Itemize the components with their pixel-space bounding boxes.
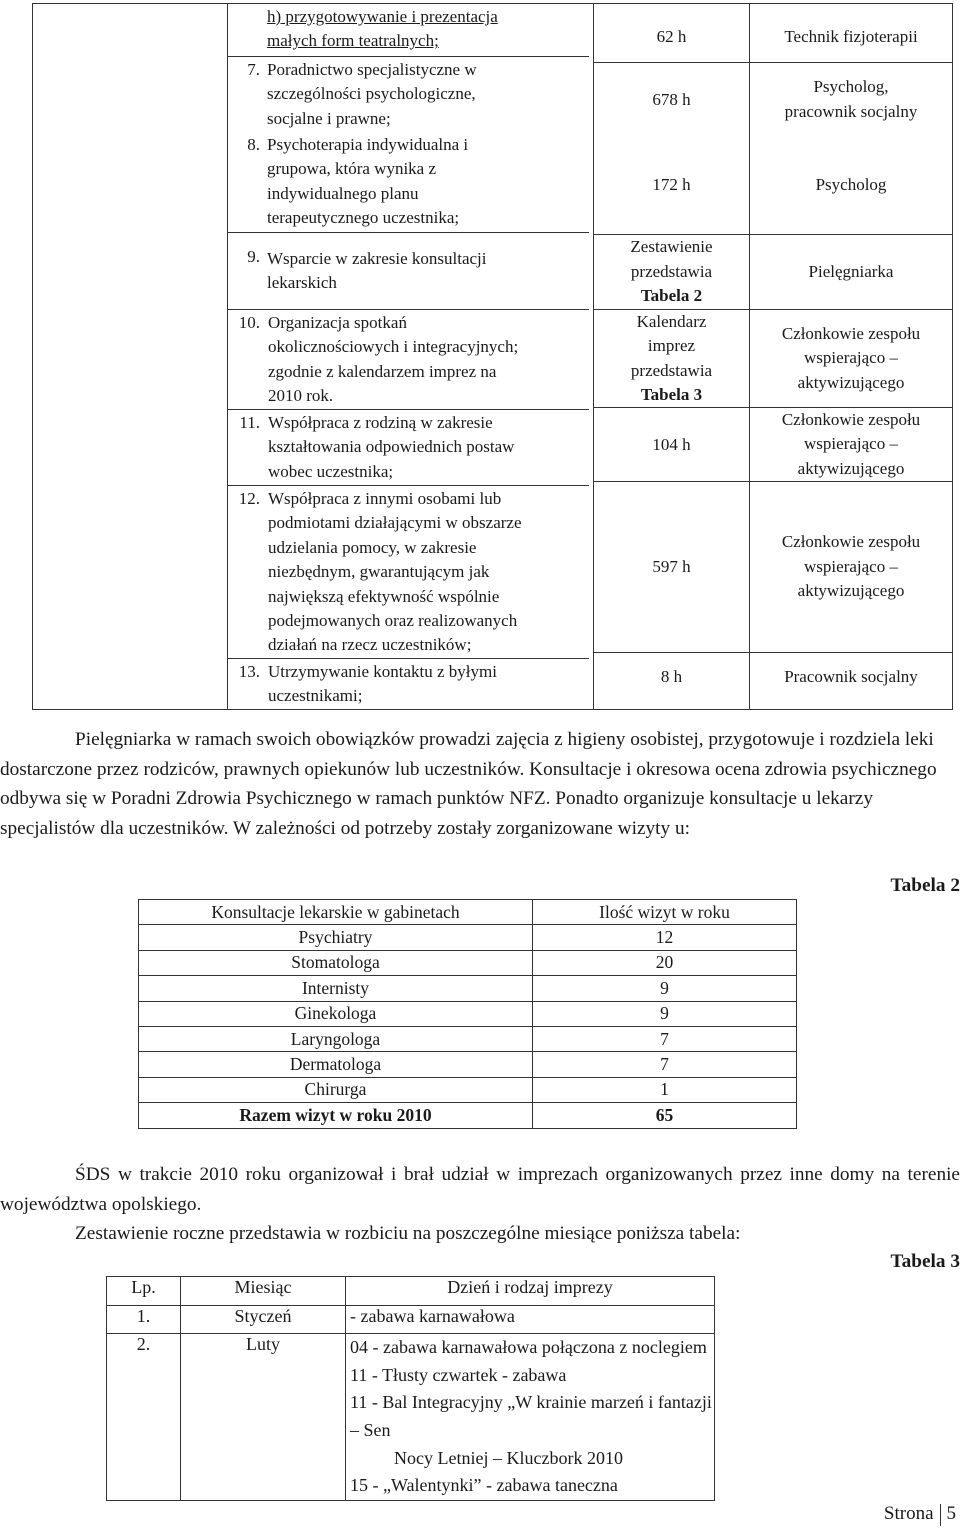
activity-13: 13. Utrzymywanie kontaktu z byłymi uczestnikami; <box>238 662 497 706</box>
consultations-table <box>138 899 797 1129</box>
events-table <box>106 1276 715 1501</box>
table-row: Dermatologa 7 <box>139 1052 797 1077</box>
table-row: Laryngologa 7 <box>139 1026 797 1051</box>
events-paragraph: ŚDS w trakcie 2010 roku organizował i brał udział w imprezach organizowanych przez inne domy na terenie województwa opolskiego. <box>0 1164 960 1215</box>
summary-paragraph: Zestawienie roczne przedstawia w rozbiciu na poszczególne miesiące poniższa tabela: <box>75 1223 741 1244</box>
activity-9: 9. Wsparcie w zakresie konsultacji lekarskich <box>228 233 589 310</box>
table2-caption: Tabela 2 <box>890 875 960 896</box>
table-row: Psychiatry 12 <box>139 925 797 950</box>
activity-11: 11. Współpraca z rodziną w zakresie kształtowania odpowiednich postaw wobec uczestnika; <box>228 410 589 486</box>
activity-h: h) przygotowywanie i prezentacja małych form teatralnych; <box>228 4 589 57</box>
staff-column: Technik fizjoterapii Psycholog, pracownik socjalny Psycholog Pielęgniarka Członkowie zespołu wspierająco – aktywizującego Członkowie zespołu wspierająco – aktywizującego Członkowie zespołu wspierająco – aktywizującego Pracownik socjalny <box>750 4 953 710</box>
page-number: 5 <box>946 1503 956 1524</box>
table-row: Lp. Miesiąc Dzień i rodzaj imprezy <box>107 1277 715 1306</box>
table-row: Ginekologa 9 <box>139 1001 797 1026</box>
nurse-paragraph: Pielęgniarka w ramach swoich obowiązków prowadzi zajęcia z higieny osobistej, przygotowuje i rozdziela leki dostarczone przez rodziców, prawnych opiekunów lub uczestników. Konsultacje i okresowa ocena zdrowia psychicznego odbywa się w Poradni Zdrowia Psychicznego w ramach punktów NFZ. Ponadto organizuje konsultacje u lekarzy specjalistów dla uczestników. W zależności od potrzeby zostały zorganizowane wizyty u: <box>0 729 937 839</box>
table-row: Konsultacje lekarskie w gabinetach Ilość wizyt w roku <box>139 900 797 925</box>
table-row: 2. Luty 04 - zabawa karnawałowa połączona z noclegiem 11 - Tłusty czwartek - zabawa 11 - Bal Integracyjny „W krainie marzeń i fantazji – Sen Nocy Letniej – Kluczbork 2010 15 - „Walentynki” - zabawa taneczna <box>107 1334 715 1501</box>
table-total-row: Razem wizyt w roku 2010 65 <box>139 1103 797 1128</box>
blank-lead-column <box>33 4 228 710</box>
table3-caption: Tabela 3 <box>890 1251 960 1272</box>
table-row: Internisty 9 <box>139 976 797 1001</box>
table-row: 1. Styczeń - zabawa karnawałowa <box>107 1305 715 1334</box>
table-row: Chirurga 1 <box>139 1077 797 1102</box>
page-footer <box>884 1503 956 1526</box>
activity-12: 12. Współpraca z innymi osobami lub podmiotami działającymi w obszarze udzielania pomocy, w zakresie niezbędnym, gwarantującym jak największą efektywność wspólnie podejmowanych oraz realizowanych działań na rzecz uczestników; <box>228 486 589 659</box>
activity-8: 8. Psychoterapia indywidualna i grupowa, która wynika z indywidualnego planu terapeutycznego uczestnika; <box>228 132 589 233</box>
activities-column <box>228 4 594 710</box>
activity-10: 10. Organizacja spotkań okolicznościowych i integracyjnych; zgodnie z kalendarzem imprez na 2010 rok. <box>228 310 589 410</box>
page-label: Strona <box>883 1503 934 1524</box>
table-row: Stomatologa 20 <box>139 950 797 975</box>
activities-table <box>32 3 953 710</box>
activity-7: 7. Poradnictwo specjalistyczne w szczególności psychologiczne, socjalne i prawne; <box>247 60 477 128</box>
hours-column: 62 h 678 h 172 h Zestawienie przedstawia Tabela 2 Kalendarz imprez przedstawia Tabela 3 104 h 597 h 8 h <box>594 4 750 710</box>
